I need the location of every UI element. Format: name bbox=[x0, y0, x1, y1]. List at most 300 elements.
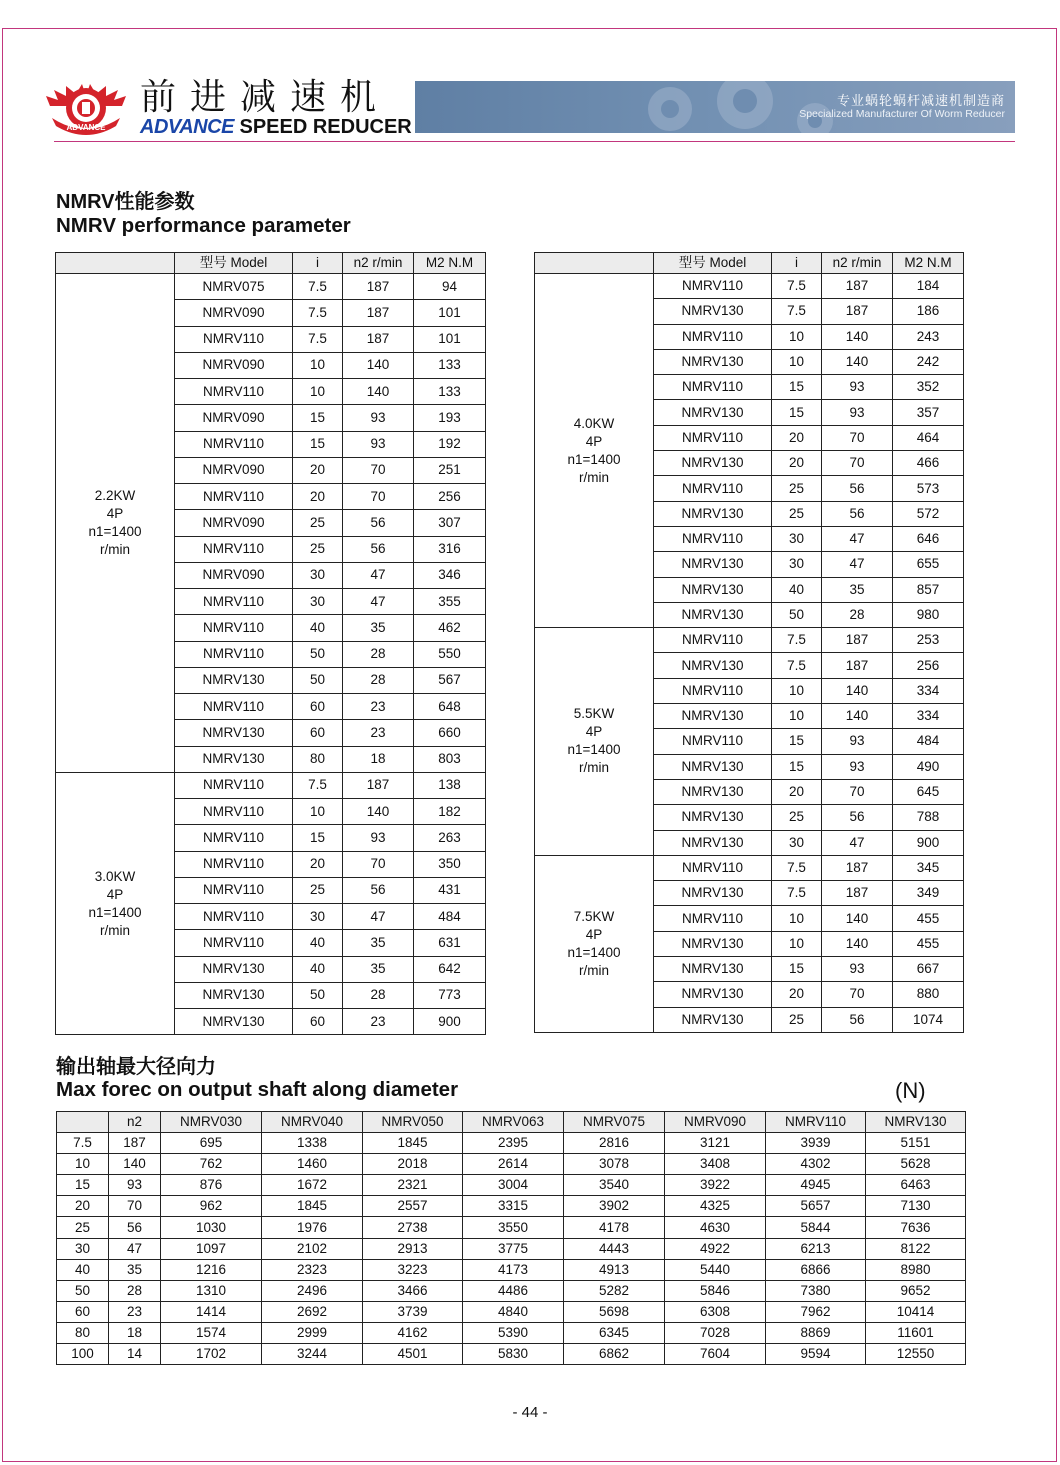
m2-cell: 900 bbox=[414, 1009, 486, 1035]
n2-cell: 23 bbox=[343, 720, 414, 746]
col-header-ratio: i bbox=[293, 253, 343, 274]
col-header-group bbox=[56, 253, 175, 274]
model-cell: NMRV090 bbox=[175, 405, 293, 431]
table-row bbox=[57, 1196, 966, 1217]
n2-cell: 93 bbox=[822, 400, 893, 425]
ratio-cell: 60 bbox=[293, 694, 343, 720]
n2-cell: 70 bbox=[343, 484, 414, 510]
m2-cell: 307 bbox=[414, 510, 486, 536]
n2-cell: 47 bbox=[343, 904, 414, 930]
ratio-cell: 20 bbox=[293, 457, 343, 483]
force-cell: 4178 bbox=[564, 1217, 665, 1238]
force-cell: 9594 bbox=[766, 1344, 866, 1365]
force-cell: 1216 bbox=[161, 1259, 262, 1280]
n2-cell: 23 bbox=[109, 1301, 161, 1322]
model-cell: NMRV110 bbox=[175, 615, 293, 641]
model-cell: NMRV110 bbox=[654, 729, 772, 754]
model-cell: NMRV130 bbox=[654, 552, 772, 577]
n2-cell: 187 bbox=[343, 772, 414, 798]
n2-cell: 23 bbox=[343, 694, 414, 720]
force-cell: 5846 bbox=[665, 1280, 766, 1301]
model-cell: NMRV110 bbox=[175, 851, 293, 877]
n2-cell: 35 bbox=[343, 956, 414, 982]
ratio-cell: 15 bbox=[772, 754, 822, 779]
n2-cell: 47 bbox=[822, 552, 893, 577]
model-cell: NMRV130 bbox=[654, 501, 772, 526]
force-cell: 3739 bbox=[363, 1301, 463, 1322]
force-cell: 11601 bbox=[866, 1322, 966, 1343]
m2-cell: 857 bbox=[893, 577, 964, 602]
n2-cell: 47 bbox=[822, 526, 893, 551]
force-cell: 7604 bbox=[665, 1344, 766, 1365]
m2-cell: 253 bbox=[893, 628, 964, 653]
m2-cell: 316 bbox=[414, 536, 486, 562]
force-cell: 5282 bbox=[564, 1280, 665, 1301]
ratio-cell: 20 bbox=[772, 425, 822, 450]
ratio-cell: 50 bbox=[293, 667, 343, 693]
n2-cell: 70 bbox=[343, 457, 414, 483]
force-cell: 4302 bbox=[766, 1154, 866, 1175]
force-cell: 1097 bbox=[161, 1238, 262, 1259]
group-unit: r/min bbox=[579, 760, 609, 776]
force-cell: 12550 bbox=[866, 1344, 966, 1365]
force-cell: 3408 bbox=[665, 1154, 766, 1175]
m2-cell: 642 bbox=[414, 956, 486, 982]
ratio-cell: 7.5 bbox=[57, 1133, 109, 1154]
m2-cell: 490 bbox=[893, 754, 964, 779]
n2-cell: 187 bbox=[343, 326, 414, 352]
ratio-cell: 25 bbox=[57, 1217, 109, 1238]
ratio-cell: 15 bbox=[772, 729, 822, 754]
force-cell: 6866 bbox=[766, 1259, 866, 1280]
n2-cell: 140 bbox=[343, 379, 414, 405]
m2-cell: 346 bbox=[414, 562, 486, 588]
ratio-cell: 30 bbox=[772, 526, 822, 551]
m2-cell: 352 bbox=[893, 375, 964, 400]
n2-cell: 28 bbox=[109, 1280, 161, 1301]
n2-cell: 187 bbox=[343, 300, 414, 326]
col-header-ratio bbox=[57, 1112, 109, 1133]
force-cell: 9652 bbox=[866, 1280, 966, 1301]
force-cell: 5844 bbox=[766, 1217, 866, 1238]
model-cell: NMRV110 bbox=[654, 526, 772, 551]
m2-cell: 94 bbox=[414, 274, 486, 300]
force-cell: 2496 bbox=[262, 1280, 363, 1301]
force-cell: 2913 bbox=[363, 1238, 463, 1259]
m2-cell: 567 bbox=[414, 667, 486, 693]
ratio-cell: 10 bbox=[772, 324, 822, 349]
ratio-cell: 40 bbox=[293, 615, 343, 641]
m2-cell: 455 bbox=[893, 906, 964, 931]
m2-cell: 631 bbox=[414, 930, 486, 956]
ratio-cell: 7.5 bbox=[772, 628, 822, 653]
model-cell: NMRV130 bbox=[175, 667, 293, 693]
model-cell: NMRV110 bbox=[654, 375, 772, 400]
table-row bbox=[57, 1154, 966, 1175]
model-cell: NMRV130 bbox=[654, 881, 772, 906]
model-cell: NMRV130 bbox=[654, 957, 772, 982]
m2-cell: 455 bbox=[893, 931, 964, 956]
force-cell: 3004 bbox=[463, 1175, 564, 1196]
col-header-model: NMRV130 bbox=[866, 1112, 966, 1133]
m2-cell: 243 bbox=[893, 324, 964, 349]
header-banner bbox=[415, 81, 1015, 133]
ratio-cell: 80 bbox=[293, 746, 343, 772]
tagline-en: Specialized Manufacturer Of Worm Reducer bbox=[799, 108, 1005, 120]
ratio-cell: 10 bbox=[772, 349, 822, 374]
force-cell: 7130 bbox=[866, 1196, 966, 1217]
n2-cell: 140 bbox=[822, 678, 893, 703]
n2-cell: 47 bbox=[109, 1238, 161, 1259]
col-header-m2: M2 N.M bbox=[893, 253, 964, 274]
n2-cell: 140 bbox=[109, 1154, 161, 1175]
ratio-cell: 30 bbox=[772, 552, 822, 577]
force-cell: 3078 bbox=[564, 1154, 665, 1175]
n2-cell: 56 bbox=[822, 476, 893, 501]
brand-name-cn: 前进减速机 bbox=[140, 77, 391, 118]
force-cell: 876 bbox=[161, 1175, 262, 1196]
n2-cell: 56 bbox=[822, 501, 893, 526]
force-cell: 1976 bbox=[262, 1217, 363, 1238]
m2-cell: 345 bbox=[893, 855, 964, 880]
model-cell: NMRV130 bbox=[175, 746, 293, 772]
col-header-n2: n2 bbox=[109, 1112, 161, 1133]
n2-cell: 187 bbox=[822, 274, 893, 299]
group-n1: n1=1400 bbox=[567, 944, 621, 960]
force-cell: 1338 bbox=[262, 1133, 363, 1154]
col-header-ratio: i bbox=[772, 253, 822, 274]
m2-cell: 193 bbox=[414, 405, 486, 431]
model-cell: NMRV130 bbox=[175, 1009, 293, 1035]
col-header-model: NMRV030 bbox=[161, 1112, 262, 1133]
group-kw: 7.5KW bbox=[573, 908, 615, 924]
model-cell: NMRV110 bbox=[175, 877, 293, 903]
force-cell: 5698 bbox=[564, 1301, 665, 1322]
n2-cell: 18 bbox=[343, 746, 414, 772]
ratio-cell: 50 bbox=[57, 1280, 109, 1301]
n2-cell: 56 bbox=[822, 1007, 893, 1032]
m2-cell: 980 bbox=[893, 602, 964, 627]
model-cell: NMRV110 bbox=[175, 772, 293, 798]
table-row bbox=[57, 1344, 966, 1365]
ratio-cell: 50 bbox=[293, 982, 343, 1008]
force-unit: (N) bbox=[895, 1078, 926, 1103]
m2-cell: 645 bbox=[893, 779, 964, 804]
col-header-model: NMRV110 bbox=[766, 1112, 866, 1133]
m2-cell: 242 bbox=[893, 349, 964, 374]
model-cell: NMRV130 bbox=[654, 704, 772, 729]
m2-cell: 355 bbox=[414, 589, 486, 615]
force-cell: 1030 bbox=[161, 1217, 262, 1238]
force-title-cn: 输出轴最大径向力 bbox=[56, 1056, 216, 1078]
m2-cell: 484 bbox=[893, 729, 964, 754]
model-cell: NMRV110 bbox=[175, 641, 293, 667]
force-cell: 2102 bbox=[262, 1238, 363, 1259]
ratio-cell: 15 bbox=[293, 825, 343, 851]
m2-cell: 133 bbox=[414, 352, 486, 378]
model-cell: NMRV130 bbox=[175, 956, 293, 982]
col-header-n2: n2 r/min bbox=[343, 253, 414, 274]
force-cell: 5390 bbox=[463, 1322, 564, 1343]
model-cell: NMRV110 bbox=[654, 324, 772, 349]
n2-cell: 14 bbox=[109, 1344, 161, 1365]
force-cell: 762 bbox=[161, 1154, 262, 1175]
ratio-cell: 7.5 bbox=[293, 326, 343, 352]
m2-cell: 464 bbox=[893, 425, 964, 450]
n2-cell: 28 bbox=[822, 602, 893, 627]
force-cell: 1702 bbox=[161, 1344, 262, 1365]
ratio-cell: 7.5 bbox=[293, 772, 343, 798]
n2-cell: 70 bbox=[109, 1196, 161, 1217]
n2-cell: 187 bbox=[109, 1133, 161, 1154]
n2-cell: 140 bbox=[822, 324, 893, 349]
n2-cell: 35 bbox=[343, 615, 414, 641]
ratio-cell: 20 bbox=[772, 779, 822, 804]
ratio-cell: 7.5 bbox=[772, 881, 822, 906]
model-cell: NMRV075 bbox=[175, 274, 293, 300]
force-cell: 3775 bbox=[463, 1238, 564, 1259]
table-row bbox=[535, 274, 964, 299]
model-cell: NMRV110 bbox=[654, 425, 772, 450]
model-cell: NMRV090 bbox=[175, 300, 293, 326]
perf-title-cn: NMRV性能参数 bbox=[56, 191, 195, 213]
model-cell: NMRV130 bbox=[654, 779, 772, 804]
ratio-cell: 50 bbox=[772, 602, 822, 627]
n2-cell: 70 bbox=[822, 982, 893, 1007]
m2-cell: 101 bbox=[414, 326, 486, 352]
force-cell: 5628 bbox=[866, 1154, 966, 1175]
table-row bbox=[57, 1133, 966, 1154]
force-cell: 10414 bbox=[866, 1301, 966, 1322]
ratio-cell: 60 bbox=[293, 1009, 343, 1035]
force-cell: 1460 bbox=[262, 1154, 363, 1175]
col-header-model: 型号 Model bbox=[175, 253, 293, 274]
force-title-en: Max forec on output shaft along diameter bbox=[56, 1078, 459, 1101]
group-kw: 4.0KW bbox=[573, 415, 615, 431]
force-cell: 2738 bbox=[363, 1217, 463, 1238]
m2-cell: 648 bbox=[414, 694, 486, 720]
n2-cell: 93 bbox=[343, 431, 414, 457]
force-cell: 2557 bbox=[363, 1196, 463, 1217]
group-pole: 4P bbox=[106, 505, 124, 521]
model-cell: NMRV110 bbox=[175, 930, 293, 956]
group-pole: 4P bbox=[585, 926, 603, 942]
model-cell: NMRV110 bbox=[654, 678, 772, 703]
force-cell: 962 bbox=[161, 1196, 262, 1217]
col-header-model: NMRV063 bbox=[463, 1112, 564, 1133]
force-cell: 2323 bbox=[262, 1259, 363, 1280]
ratio-cell: 25 bbox=[293, 510, 343, 536]
table-row bbox=[57, 1301, 966, 1322]
model-cell: NMRV110 bbox=[654, 274, 772, 299]
ratio-cell: 25 bbox=[772, 501, 822, 526]
force-cell: 3315 bbox=[463, 1196, 564, 1217]
ratio-cell: 30 bbox=[293, 904, 343, 930]
force-cell: 5657 bbox=[766, 1196, 866, 1217]
model-cell: NMRV110 bbox=[175, 694, 293, 720]
group-kw: 3.0KW bbox=[94, 868, 136, 884]
brand-name-en bbox=[140, 116, 412, 138]
force-cell: 4325 bbox=[665, 1196, 766, 1217]
group-unit: r/min bbox=[100, 541, 130, 557]
n2-cell: 47 bbox=[343, 562, 414, 588]
model-cell: NMRV130 bbox=[175, 720, 293, 746]
n2-cell: 70 bbox=[822, 425, 893, 450]
force-cell: 695 bbox=[161, 1133, 262, 1154]
force-cell: 1310 bbox=[161, 1280, 262, 1301]
force-table bbox=[56, 1111, 966, 1365]
ratio-cell: 10 bbox=[57, 1154, 109, 1175]
ratio-cell: 20 bbox=[772, 451, 822, 476]
perf-title-en: NMRV performance parameter bbox=[56, 214, 351, 237]
ratio-cell: 15 bbox=[57, 1175, 109, 1196]
ratio-cell: 10 bbox=[772, 931, 822, 956]
ratio-cell: 100 bbox=[57, 1344, 109, 1365]
group-n1: n1=1400 bbox=[88, 904, 142, 920]
model-cell: NMRV130 bbox=[654, 931, 772, 956]
group-kw: 5.5KW bbox=[573, 706, 615, 722]
ratio-cell: 20 bbox=[293, 484, 343, 510]
model-cell: NMRV130 bbox=[654, 577, 772, 602]
n2-cell: 187 bbox=[822, 881, 893, 906]
ratio-cell: 15 bbox=[772, 375, 822, 400]
ratio-cell: 7.5 bbox=[772, 855, 822, 880]
ratio-cell: 10 bbox=[772, 906, 822, 931]
ratio-cell: 7.5 bbox=[772, 299, 822, 324]
force-cell: 4945 bbox=[766, 1175, 866, 1196]
m2-cell: 349 bbox=[893, 881, 964, 906]
n2-cell: 187 bbox=[822, 628, 893, 653]
n2-cell: 140 bbox=[343, 352, 414, 378]
col-header-model: 型号 Model bbox=[654, 253, 772, 274]
force-cell: 5830 bbox=[463, 1344, 564, 1365]
m2-cell: 484 bbox=[414, 904, 486, 930]
force-cell: 7636 bbox=[866, 1217, 966, 1238]
n2-cell: 187 bbox=[343, 274, 414, 300]
force-cell: 2395 bbox=[463, 1133, 564, 1154]
advance-logo bbox=[44, 78, 128, 136]
m2-cell: 184 bbox=[893, 274, 964, 299]
power-group-label bbox=[535, 855, 654, 1032]
m2-cell: 192 bbox=[414, 431, 486, 457]
table-row bbox=[57, 1217, 966, 1238]
m2-cell: 186 bbox=[893, 299, 964, 324]
force-cell: 1672 bbox=[262, 1175, 363, 1196]
ratio-cell: 7.5 bbox=[293, 300, 343, 326]
table-row bbox=[57, 1238, 966, 1259]
model-cell: NMRV130 bbox=[654, 982, 772, 1007]
n2-cell: 23 bbox=[343, 1009, 414, 1035]
n2-cell: 187 bbox=[822, 653, 893, 678]
model-cell: NMRV130 bbox=[175, 982, 293, 1008]
n2-cell: 28 bbox=[343, 982, 414, 1008]
model-cell: NMRV130 bbox=[654, 349, 772, 374]
m2-cell: 263 bbox=[414, 825, 486, 851]
ratio-cell: 15 bbox=[293, 431, 343, 457]
model-cell: NMRV090 bbox=[175, 352, 293, 378]
n2-cell: 140 bbox=[822, 349, 893, 374]
force-cell: 3939 bbox=[766, 1133, 866, 1154]
n2-cell: 140 bbox=[822, 704, 893, 729]
model-cell: NMRV090 bbox=[175, 457, 293, 483]
force-cell: 1845 bbox=[262, 1196, 363, 1217]
group-pole: 4P bbox=[585, 433, 603, 449]
n2-cell: 56 bbox=[109, 1217, 161, 1238]
m2-cell: 1074 bbox=[893, 1007, 964, 1032]
force-cell: 1574 bbox=[161, 1322, 262, 1343]
force-cell: 5151 bbox=[866, 1133, 966, 1154]
brand-speed-reducer: SPEED REDUCER bbox=[239, 116, 412, 138]
table-row bbox=[57, 1259, 966, 1280]
n2-cell: 187 bbox=[822, 299, 893, 324]
model-cell: NMRV110 bbox=[175, 904, 293, 930]
force-cell: 4162 bbox=[363, 1322, 463, 1343]
force-cell: 1414 bbox=[161, 1301, 262, 1322]
n2-cell: 47 bbox=[822, 830, 893, 855]
force-cell: 4443 bbox=[564, 1238, 665, 1259]
table-row bbox=[57, 1175, 966, 1196]
ratio-cell: 40 bbox=[293, 930, 343, 956]
n2-cell: 28 bbox=[343, 667, 414, 693]
force-cell: 6463 bbox=[866, 1175, 966, 1196]
m2-cell: 550 bbox=[414, 641, 486, 667]
m2-cell: 256 bbox=[893, 653, 964, 678]
model-cell: NMRV130 bbox=[654, 830, 772, 855]
ratio-cell: 10 bbox=[293, 379, 343, 405]
m2-cell: 101 bbox=[414, 300, 486, 326]
n2-cell: 35 bbox=[109, 1259, 161, 1280]
n2-cell: 47 bbox=[343, 589, 414, 615]
ratio-cell: 10 bbox=[293, 352, 343, 378]
model-cell: NMRV110 bbox=[175, 484, 293, 510]
n2-cell: 93 bbox=[343, 825, 414, 851]
ratio-cell: 25 bbox=[772, 1007, 822, 1032]
perf-table-left bbox=[55, 252, 486, 1035]
n2-cell: 70 bbox=[822, 451, 893, 476]
ratio-cell: 10 bbox=[772, 704, 822, 729]
model-cell: NMRV110 bbox=[175, 431, 293, 457]
force-cell: 3121 bbox=[665, 1133, 766, 1154]
m2-cell: 350 bbox=[414, 851, 486, 877]
group-unit: r/min bbox=[579, 469, 609, 485]
n2-cell: 140 bbox=[822, 931, 893, 956]
ratio-cell: 20 bbox=[57, 1196, 109, 1217]
m2-cell: 431 bbox=[414, 877, 486, 903]
ratio-cell: 25 bbox=[772, 476, 822, 501]
force-cell: 3550 bbox=[463, 1217, 564, 1238]
force-cell: 2321 bbox=[363, 1175, 463, 1196]
group-unit: r/min bbox=[579, 962, 609, 978]
n2-cell: 140 bbox=[822, 906, 893, 931]
m2-cell: 788 bbox=[893, 805, 964, 830]
model-cell: NMRV110 bbox=[175, 536, 293, 562]
m2-cell: 572 bbox=[893, 501, 964, 526]
ratio-cell: 30 bbox=[293, 562, 343, 588]
ratio-cell: 15 bbox=[772, 957, 822, 982]
n2-cell: 70 bbox=[343, 851, 414, 877]
model-cell: NMRV110 bbox=[654, 906, 772, 931]
table-row bbox=[57, 1280, 966, 1301]
m2-cell: 357 bbox=[893, 400, 964, 425]
n2-cell: 35 bbox=[822, 577, 893, 602]
force-cell: 2614 bbox=[463, 1154, 564, 1175]
ratio-cell: 30 bbox=[293, 589, 343, 615]
ratio-cell: 25 bbox=[293, 877, 343, 903]
model-cell: NMRV130 bbox=[654, 1007, 772, 1032]
ratio-cell: 7.5 bbox=[293, 274, 343, 300]
force-cell: 7962 bbox=[766, 1301, 866, 1322]
model-cell: NMRV130 bbox=[654, 602, 772, 627]
